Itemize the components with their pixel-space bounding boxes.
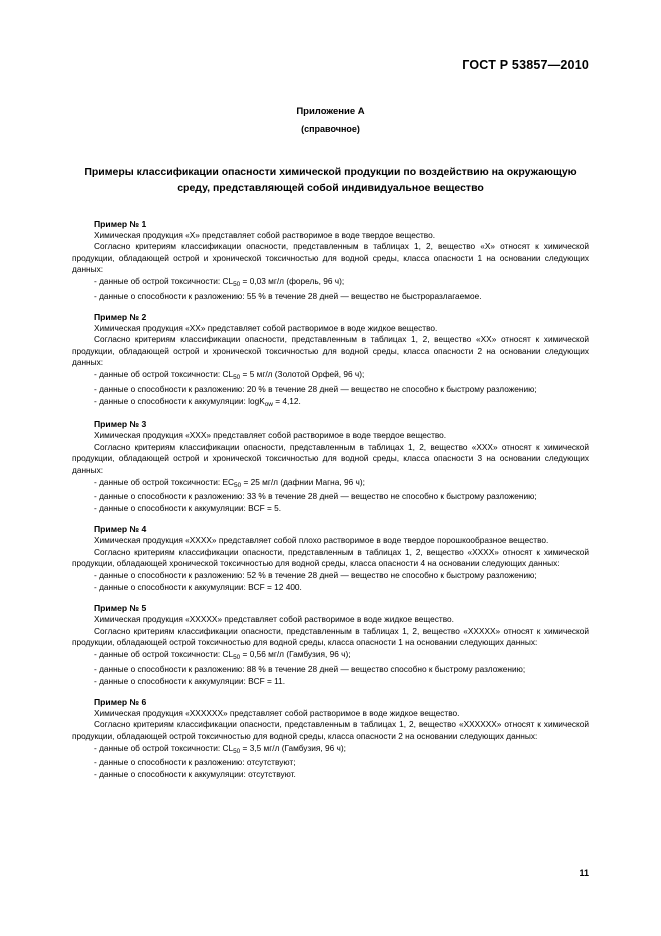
- spacer: [72, 594, 589, 598]
- example-criteria: Согласно критериям классификации опасности, представленным в таблицах 1, 2, вещество «ХХХХ» относят к химической продукции, обладающей хронической токсичностью для водной среды, класса опасности 4 на основании следующих данных:: [72, 546, 589, 569]
- appendix-header: [72, 106, 589, 134]
- example-intro: Химическая продукция «Х» представляет собой растворимое в воде твердое вещество.: [94, 229, 436, 240]
- example-criteria: Согласно критериям классификации опасности, представленным в таблицах 1, 2, вещество «ХХХХХ» относят к химической продукции, обладающей острой токсичностью для водной среды, класса опасности 1 на основании следующих данных:: [72, 625, 589, 648]
- example-criteria: Согласно критериям классификации опасности, представленным в таблицах 1, 2, вещество «Х» относят к химической продукции, обладающей острой и хронической токсичностью для водной среды, класса опасности 1 на основании следующих данных:: [72, 241, 589, 275]
- examples-container: [72, 219, 589, 786]
- example-data-item: - данные о способности к разложению: 52 % в течение 28 дней — вещество не способно к быстрому разложению;: [94, 570, 537, 581]
- example-data-item: - данные о способности к аккумуляции: logK$_{ow}$ = 4,12.: [94, 395, 301, 408]
- example-heading: Пример № 2: [94, 311, 147, 322]
- appendix-subtitle: (справочное): [301, 124, 360, 134]
- example-data-item: - данные об острой токсичности: $CL_{50} = 0,56$ мг/л (Гамбузия, 96 ч);: [94, 649, 351, 662]
- spacer: [72, 410, 589, 414]
- spacer: [72, 781, 589, 785]
- spacer: [72, 303, 589, 307]
- example-heading: Пример № 1: [94, 218, 147, 229]
- example-intro: Химическая продукция «ХХХХХ» представляет собой растворимое в воде жидкое вещество.: [94, 614, 454, 625]
- example-data-item: - данные о способности к аккумуляции: BCF = 5.: [94, 502, 282, 513]
- example-criteria: Согласно критериям классификации опасности, представленным в таблицах 1, 2, вещество «ХХХХХХ» относят к химической продукции, обладающей острой токсичностью для водной среды, класса опасности 2 на основании следующих данных:: [72, 719, 589, 741]
- example-data-item: - данные о способности к разложению: отсутствуют;: [94, 757, 296, 768]
- page-title: Примеры классификации опасности химической продукции по воздействию на окружающую среду, представляющей собой индивидуальное вещество: [84, 166, 577, 195]
- example-intro: Химическая продукция «ХХ» представляет собой растворимое в воде жидкое вещество.: [94, 322, 438, 333]
- example-data-item: - данные об острой токсичности: $CL_{50} = 0,03$ мг/л (форель, 96 ч);: [94, 276, 345, 289]
- example-heading: Пример № 5: [94, 603, 147, 614]
- example-data-item: - данные об острой токсичности: $ЕC_{50} = 25$ мг/л (дафнии Магна, 96 ч);: [94, 476, 365, 489]
- example-data-item: - данные о способности к разложению: 55 % в течение 28 дней — вещество не быстроразлагаемое.: [94, 290, 482, 301]
- example-criteria: Согласно критериям классификации опасности, представленным в таблицах 1, 2, вещество «ХХ» относят к химической продукции, обладающей острой и хронической токсичностью для водной среды, класса опасности 2 на основании следующих данных:: [72, 334, 589, 368]
- example-heading: Пример № 6: [94, 696, 147, 707]
- example-data-item: - данные о способности к разложению: 33 % в течение 28 дней — вещество не способно к быстрому разложению;: [94, 490, 537, 501]
- example-data-item: - данные об острой токсичности: $CL_{50} = 3,5$ мг/л (Гамбузия, 96 ч);: [94, 742, 346, 755]
- example-data-item: - данные о способности к разложению: 88 % в течение 28 дней — вещество способно к быстрому разложению;: [94, 663, 526, 674]
- page-number: 11: [579, 868, 589, 878]
- example-data-item: - данные о способности к аккумуляции: BCF = 11.: [94, 675, 286, 686]
- example-intro: Химическая продукция «ХХХХ» представляет собой плохо растворимое в воде твердое порошкообразное вещество.: [94, 534, 549, 545]
- example-intro: Химическая продукция «ХХХХХХ» представляет собой растворимое в воде жидкое вещество.: [94, 707, 460, 718]
- example-data-item: - данные о способности к аккумуляции: BCF = 12 400.: [94, 582, 302, 593]
- standard-number: ГОСТ Р 53857—2010: [462, 58, 589, 72]
- spacer: [72, 515, 589, 519]
- example-criteria: Согласно критериям классификации опасности, представленным в таблицах 1, 2, вещество «ХХХ» относят к химической продукции, обладающей острой и хронической токсичностью для водной среды, класса опасности 3 на основании следующих данных:: [72, 441, 589, 475]
- example-heading: Пример № 3: [94, 418, 147, 429]
- example-heading: Пример № 4: [94, 523, 147, 534]
- example-data-item: - данные об острой токсичности: $CL_{50} = 5$ мг/л (Золотой Орфей, 96 ч);: [94, 369, 365, 382]
- spacer: [72, 688, 589, 692]
- appendix-title: Приложение А: [296, 106, 365, 117]
- example-data-item: - данные о способности к аккумуляции: отсутствуют.: [94, 769, 296, 780]
- example-data-item: - данные о способности к разложению: 20 % в течение 28 дней — вещество не способно к быстрому разложению;: [94, 383, 537, 394]
- example-intro: Химическая продукция «ХХХ» представляет собой растворимое в воде твердое вещество.: [94, 429, 447, 440]
